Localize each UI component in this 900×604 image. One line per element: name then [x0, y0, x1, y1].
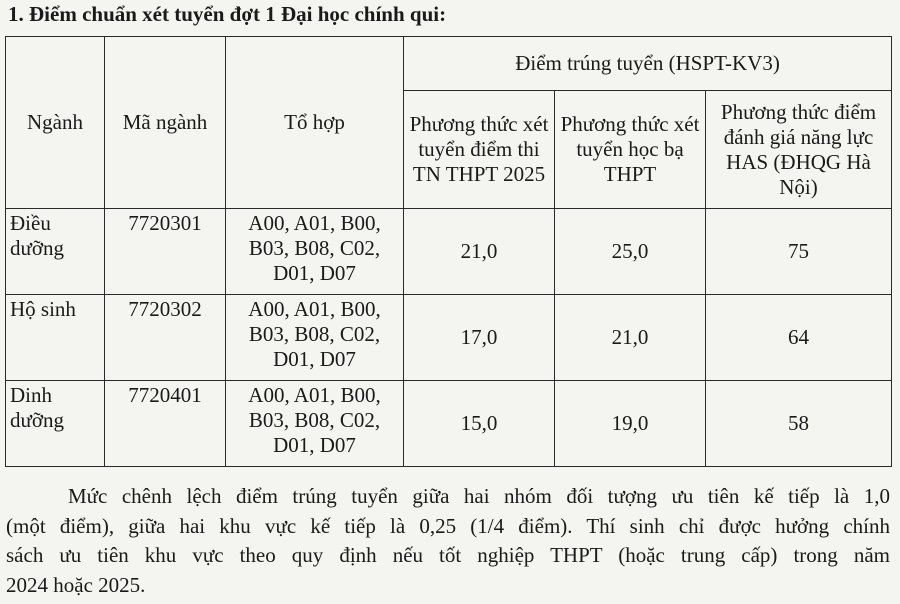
cell-score-thpt-exam: 15,0 [404, 381, 555, 467]
paragraph-line: (một điểm), giữa hai khu vực kế tiếp là 0,25 (1/4 điểm). Thí sinh chỉ được hưởng chính [6, 513, 890, 538]
cell-score-has: 58 [706, 381, 892, 467]
cell-score-hoc-ba: 21,0 [555, 295, 706, 381]
cell-score-hoc-ba: 25,0 [555, 209, 706, 295]
paragraph-line: sách ưu tiên khu vực theo quy định nếu tốt nghiệp THPT (hoặc trung cấp) trong năm [6, 543, 890, 567]
table-row [6, 381, 892, 467]
cell-score-has: 75 [706, 209, 892, 295]
header-to-hop: Tổ hợp [226, 37, 404, 209]
admission-score-table [5, 36, 892, 467]
cell-nganh: Điều dưỡng [6, 209, 105, 295]
cell-to-hop: A00, A01, B00, B03, B08, C02, D01, D07 [226, 209, 404, 295]
header-method-has: Phương thức điểm đánh giá năng lực HAS (ĐHQG Hà Nội) [706, 91, 892, 209]
paragraph-line [6, 482, 890, 512]
header-method-thpt-exam: Phương thức xét tuyển điểm thi TN THPT 2025 [404, 91, 555, 209]
cell-ma-nganh: 7720302 [105, 295, 226, 381]
paragraph-line: 2024 hoặc 2025. [6, 572, 146, 597]
priority-note-paragraph [6, 482, 890, 600]
header-diem-trung-tuyen: Điểm trúng tuyển (HSPT-KV3) [404, 37, 892, 91]
cell-score-has: 64 [706, 295, 892, 381]
table-header-row [6, 37, 892, 91]
paragraph-line-text: Mức chênh lệch điểm trúng tuyển giữa hai nhóm đối tượng ưu tiên kế tiếp là 1,0 [68, 484, 890, 508]
cell-to-hop: A00, A01, B00, B03, B08, C02, D01, D07 [226, 381, 404, 467]
cell-score-thpt-exam: 17,0 [404, 295, 555, 381]
section-heading: 1. Điểm chuẩn xét tuyển đợt 1 Đại học chính qui: [8, 2, 447, 26]
cell-ma-nganh: 7720401 [105, 381, 226, 467]
header-method-hoc-ba: Phương thức xét tuyển học bạ THPT [555, 91, 706, 209]
cell-nganh: Hộ sinh [6, 295, 105, 381]
table-row [6, 209, 892, 295]
table-row [6, 295, 892, 381]
cell-nganh: Dinh dưỡng [6, 381, 105, 467]
cell-score-thpt-exam: 21,0 [404, 209, 555, 295]
header-nganh: Ngành [6, 37, 105, 209]
header-ma-nganh: Mã ngành [105, 37, 226, 209]
cell-ma-nganh: 7720301 [105, 209, 226, 295]
cell-to-hop: A00, A01, B00, B03, B08, C02, D01, D07 [226, 295, 404, 381]
cell-score-hoc-ba: 19,0 [555, 381, 706, 467]
